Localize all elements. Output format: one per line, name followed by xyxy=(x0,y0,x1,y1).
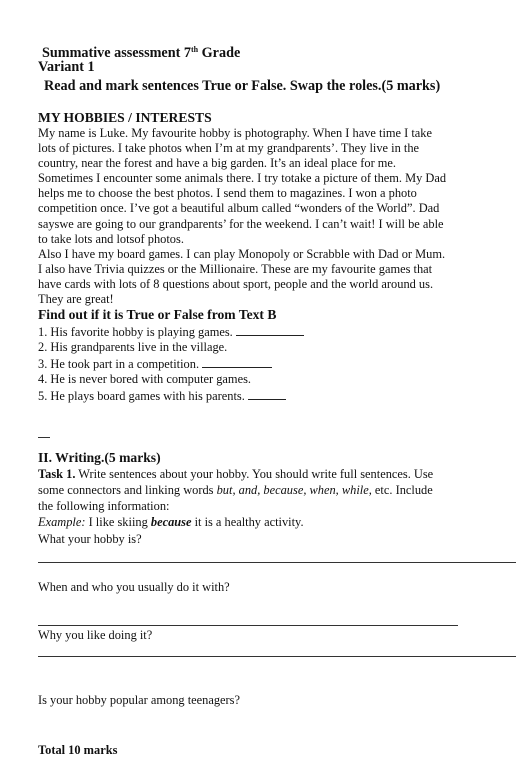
total-marks: Total 10 marks xyxy=(38,743,118,757)
prompt-why: Why you like doing it? xyxy=(38,628,153,642)
text-line: have cards with lots of 8 questions about sport, people and the world around us. xyxy=(38,276,434,291)
reading-text xyxy=(38,126,522,307)
answer-line[interactable] xyxy=(38,656,516,657)
task-line-1: Task 1. Write sentences about your hobby. You should write full sentences. Use xyxy=(38,467,434,481)
writing-heading: II. Writing.(5 marks) xyxy=(38,450,161,465)
question-5: 5. He plays board games with his parents. xyxy=(38,388,286,404)
answer-line[interactable] xyxy=(38,562,516,563)
short-divider xyxy=(38,437,50,438)
text-line: competition once. I’ve got a beautiful album called “wonders of the World”. Dad xyxy=(38,201,440,216)
questions-heading: Find out if it is True or False from Text B xyxy=(38,307,277,322)
task-line-2: some connectors and linking words but, and, because, when, while, etc. Include xyxy=(38,483,433,497)
question-4: 4. He is never bored with computer games. xyxy=(38,372,251,386)
prompt-hobby: What your hobby is? xyxy=(38,532,142,546)
text-line: sayswe are going to our grandparents’ for the weekend. I can’t wait! I will be able xyxy=(38,216,444,231)
text-line: country, near the forest and have a big garden. It’s an ideal place for me. xyxy=(38,156,397,171)
text-line: I also have Trivia quizzes or the Millionaire. These are my favourite games that xyxy=(38,261,433,276)
prompt-who: When and who you usually do it with? xyxy=(38,580,230,594)
text-line: Sometimes I encounter some animals there. I try totake a picture of them. My Dad xyxy=(38,171,447,186)
text-line: They are great! xyxy=(38,292,114,307)
text-heading: MY HOBBIES / INTERESTS xyxy=(38,110,212,125)
text-line: My name is Luke. My favourite hobby is photography. When I have time I take xyxy=(38,126,432,140)
task-line-3: the following information: xyxy=(38,499,170,513)
reading-instruction: Read and mark sentences True or False. Swap the roles.(5 marks) xyxy=(44,78,441,94)
answer-line[interactable] xyxy=(38,625,458,626)
text-line: lots of pictures. I take photos when I’m at my grandparents’. They live in the xyxy=(38,141,420,156)
question-3: 3. He took part in a competition. xyxy=(38,356,272,372)
answer-blank[interactable] xyxy=(248,388,286,400)
answer-blank[interactable] xyxy=(202,356,272,368)
assessment-title: Summative assessment 7th Grade xyxy=(42,45,241,61)
variant-label: Variant 1 xyxy=(38,59,95,75)
answer-blank[interactable] xyxy=(236,324,304,336)
prompt-popular: Is your hobby popular among teenagers? xyxy=(38,693,240,707)
example-line: Example: I like skiing because it is a healthy activity. xyxy=(38,515,304,529)
question-2: 2. His grandparents live in the village. xyxy=(38,340,228,354)
text-line: helps me to choose the best photos. I send them to magazines. I won a photo xyxy=(38,186,417,201)
text-line: to take lots and lotsof photos. xyxy=(38,231,184,246)
text-line: Also I have my board games. I can play Monopoly or Scrabble with Dad or Mum. xyxy=(38,246,446,261)
question-1: 1. His favorite hobby is playing games. xyxy=(38,324,304,340)
